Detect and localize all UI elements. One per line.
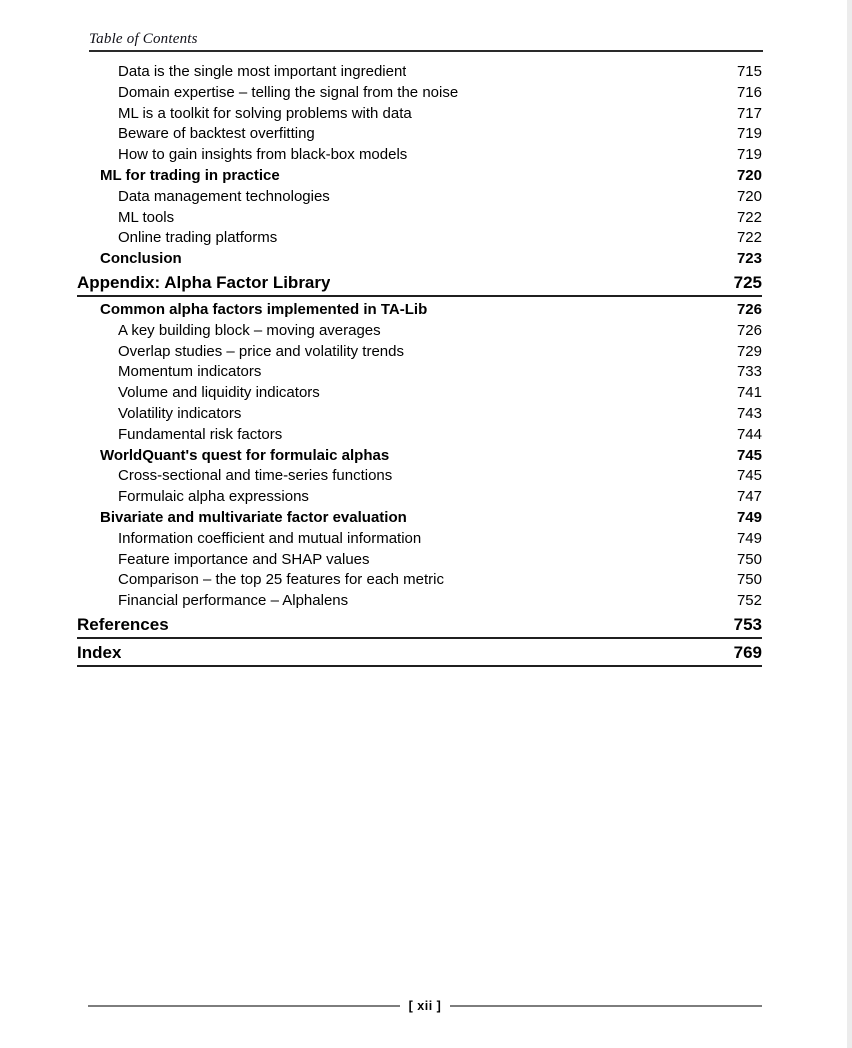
toc-entry-title: Conclusion (100, 250, 182, 268)
toc-row (77, 570, 762, 591)
toc-entry-page: 745 (736, 467, 762, 485)
toc-row (77, 228, 762, 249)
toc-row (77, 642, 762, 667)
toc-row (77, 550, 762, 571)
toc-entry-title: Common alpha factors implemented in TA-Lib (100, 300, 428, 318)
toc-row (77, 208, 762, 229)
toc-entry-title: ML for trading in practice (100, 166, 280, 184)
toc-entry-title: Online trading platforms (118, 229, 278, 247)
toc-row (77, 362, 762, 383)
toc-entry-title: Volume and liquidity indicators (118, 384, 320, 402)
toc-entry-page: 741 (736, 384, 762, 402)
toc-row (77, 249, 762, 270)
toc-entry-title: Domain expertise – telling the signal from the noise (118, 83, 459, 101)
toc-row (77, 83, 762, 104)
running-header-title: Table of Contents (89, 31, 198, 47)
running-header (89, 30, 763, 52)
toc-entry-page: 750 (736, 571, 762, 589)
toc-entry-page: 747 (736, 488, 762, 506)
toc-entry-title: Overlap studies – price and volatility trends (118, 342, 404, 360)
toc-row (77, 272, 762, 297)
toc-entry-title: Fundamental risk factors (118, 425, 283, 443)
toc-entry-page: 720 (736, 166, 762, 184)
toc-entry-page: 743 (736, 404, 762, 422)
page-footer (88, 999, 762, 1013)
toc-row (77, 300, 762, 321)
toc-entry-page: 769 (733, 642, 762, 662)
toc-entry-title: Financial performance – Alphalens (118, 592, 349, 610)
toc-row (77, 404, 762, 425)
toc-entry-page: 722 (736, 229, 762, 247)
toc-row (77, 466, 762, 487)
toc-entry-page: 733 (736, 363, 762, 381)
toc-entry-page: 745 (736, 446, 762, 464)
toc-entry-title: Cross-sectional and time-series functions (118, 467, 393, 485)
footer-page-number: [ xii ] (408, 999, 442, 1013)
toc-list (77, 62, 762, 670)
toc-entry-title: Comparison – the top 25 features for each metric (118, 571, 445, 589)
footer-rule-left (88, 1005, 400, 1007)
toc-row (77, 124, 762, 145)
toc-row (77, 166, 762, 187)
toc-row (77, 104, 762, 125)
toc-entry-page: 753 (733, 614, 762, 634)
toc-entry-title: Index (77, 642, 122, 662)
toc-row (77, 342, 762, 363)
toc-entry-page: 719 (736, 125, 762, 143)
toc-row (77, 383, 762, 404)
toc-entry-title: Feature importance and SHAP values (118, 550, 370, 568)
toc-row (77, 145, 762, 166)
toc-row (77, 508, 762, 529)
toc-entry-title: References (77, 614, 169, 634)
toc-entry-page: 726 (736, 321, 762, 339)
toc-entry-title: Formulaic alpha expressions (118, 488, 309, 506)
toc-entry-page: 752 (736, 592, 762, 610)
toc-entry-title: Appendix: Alpha Factor Library (77, 272, 331, 292)
toc-entry-title: Beware of backtest overfitting (118, 125, 315, 143)
toc-row (77, 529, 762, 550)
toc-entry-page: 720 (736, 187, 762, 205)
page-scan-edge (847, 0, 852, 1048)
toc-row (77, 321, 762, 342)
toc-entry-page: 749 (736, 529, 762, 547)
toc-entry-page: 716 (736, 83, 762, 101)
toc-entry-page: 744 (736, 425, 762, 443)
toc-entry-page: 723 (736, 250, 762, 268)
toc-row (77, 446, 762, 467)
toc-entry-title: Volatility indicators (118, 404, 242, 422)
toc-entry-page: 719 (736, 146, 762, 164)
toc-entry-title: WorldQuant's quest for formulaic alphas (100, 446, 390, 464)
toc-entry-title: Bivariate and multivariate factor evaluation (100, 508, 407, 526)
toc-entry-page: 715 (736, 63, 762, 80)
toc-entry-page: 726 (736, 300, 762, 318)
toc-entry-page: 729 (736, 342, 762, 360)
toc-entry-title: ML is a toolkit for solving problems with data (118, 104, 412, 122)
toc-entry-title: Momentum indicators (118, 363, 262, 381)
toc-entry-title: Information coefficient and mutual information (118, 529, 422, 547)
toc-entry-title: Data management technologies (118, 187, 330, 205)
toc-row (77, 187, 762, 208)
toc-entry-title: How to gain insights from black-box models (118, 146, 408, 164)
toc-row (77, 591, 762, 612)
toc-entry-page: 722 (736, 208, 762, 226)
toc-row (77, 614, 762, 639)
footer-rule-right (450, 1005, 762, 1007)
toc-entry-title: ML tools (118, 208, 175, 226)
toc-row (77, 425, 762, 446)
toc-entry-title: Data is the single most important ingredient (118, 63, 407, 80)
toc-row (77, 487, 762, 508)
toc-entry-page: 717 (736, 104, 762, 122)
toc-entry-page: 749 (736, 508, 762, 526)
toc-entry-page: 750 (736, 550, 762, 568)
toc-entry-title: A key building block – moving averages (118, 321, 381, 339)
toc-entry-page: 725 (733, 272, 762, 292)
toc-row (77, 62, 762, 83)
